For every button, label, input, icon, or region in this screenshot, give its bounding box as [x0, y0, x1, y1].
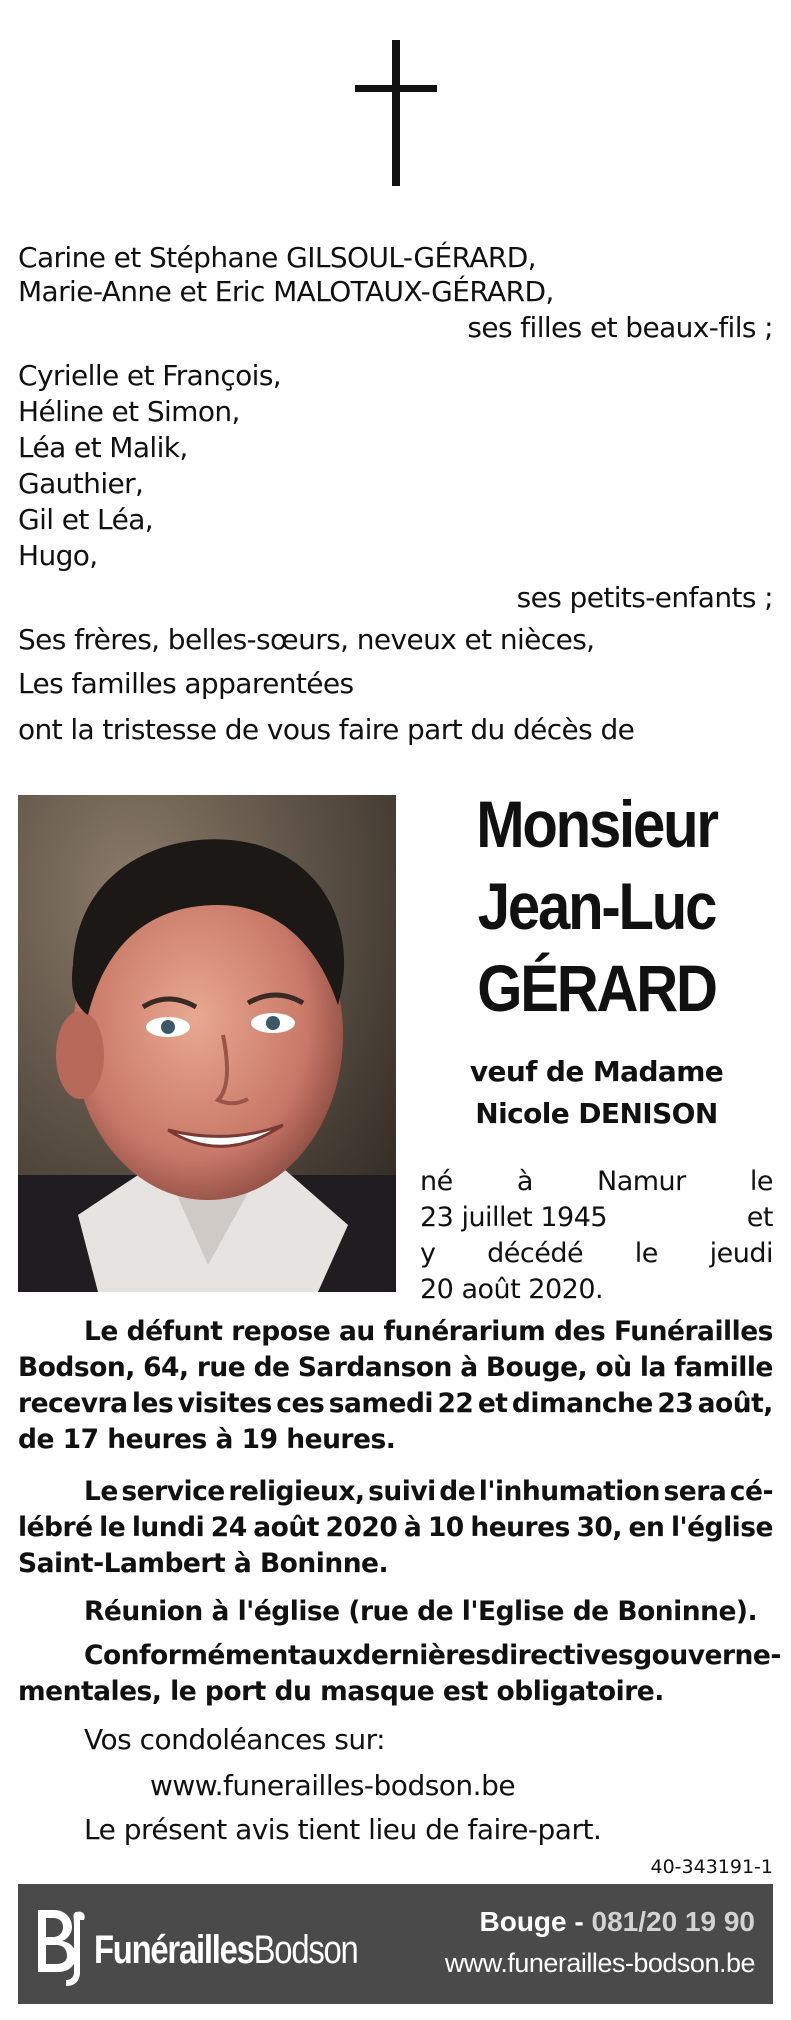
born-row-2: 23 juillet 1945 et [420, 1202, 773, 1233]
born-row-4: 20 août 2020. [420, 1274, 604, 1305]
mask-paragraph: Conformément aux dernières directives gouverne- mentales, le port du masque est obligatoire. [18, 1640, 781, 1707]
cross-icon [355, 40, 437, 186]
family-line-4: Les familles apparentées [18, 667, 354, 700]
reunion-paragraph: Réunion à l'église (rue de l'Eglise de Boninne). [84, 1596, 758, 1627]
service-paragraph: Le service religieux, suivi de l'inhumation sera cé- lébré le lundi 24 août 2020 à 10 heures 30, en l'église Saint-Lambert à Boninne. [18, 1476, 773, 1579]
family-role-daughters: ses filles et beaux-fils ; [467, 311, 773, 344]
funeral-home-banner [18, 1884, 773, 2004]
widow-line-2: Nicole DENISON [475, 1097, 718, 1130]
grandchild-1: Cyrielle et François, [18, 359, 282, 392]
funerarium-paragraph: Le défunt repose au funérarium des Funérailles Bodson, 64, rue de Sardanson à Bouge, où la famille recevra les visites ces samedi 22 et dimanche 23 août, de 17 heures à 19 heures. [18, 1316, 773, 1455]
condolences-website-link[interactable]: www.funerailles-bodson.be [150, 1769, 516, 1802]
grandchild-5: Gil et Léa, [18, 503, 154, 536]
family-line-3: Ses frères, belles-sœurs, neveux et nièces, [18, 623, 595, 656]
birth-death-info [420, 1164, 773, 1308]
brand-name: FunéraillesBodson [94, 1928, 358, 1972]
contact-phone: Bouge - 081/20 19 90 [479, 1906, 755, 1937]
family-role-grandchildren: ses petits-enfants ; [516, 581, 773, 614]
grandchild-4: Gauthier, [18, 467, 144, 500]
born-row-1: né à Namur le [420, 1166, 773, 1197]
phone-number[interactable]: 081/20 19 90 [591, 1906, 755, 1937]
family-line-5: ont la tristesse de vous faire part du décès de [18, 713, 635, 746]
grandchild-2: Héline et Simon, [18, 395, 240, 428]
family-line-2: Marie-Anne et Eric MALOTAUX-GÉRARD, [18, 275, 554, 308]
born-row-3: y décédé le jeudi [420, 1238, 773, 1269]
condolences-label: Vos condoléances sur: [84, 1723, 386, 1756]
deceased-title: Monsieur [476, 787, 717, 861]
reference-number: 40-343191-1 [650, 1856, 773, 1878]
notice-statement: Le présent avis tient lieu de faire-part. [84, 1813, 602, 1846]
bodson-logo-icon [32, 1902, 88, 1988]
deceased-firstname: Jean-Luc [477, 869, 716, 943]
deceased-lastname: GÉRARD [477, 951, 716, 1025]
footer-website-link[interactable]: www.funerailles-bodson.be [444, 1948, 755, 1978]
grandchild-3: Léa et Malik, [18, 431, 188, 464]
grandchild-6: Hugo, [18, 539, 98, 572]
widow-line-1: veuf de Madame [469, 1055, 724, 1088]
deceased-portrait [18, 795, 396, 1292]
family-line-1: Carine et Stéphane GILSOUL-GÉRARD, [18, 241, 536, 274]
